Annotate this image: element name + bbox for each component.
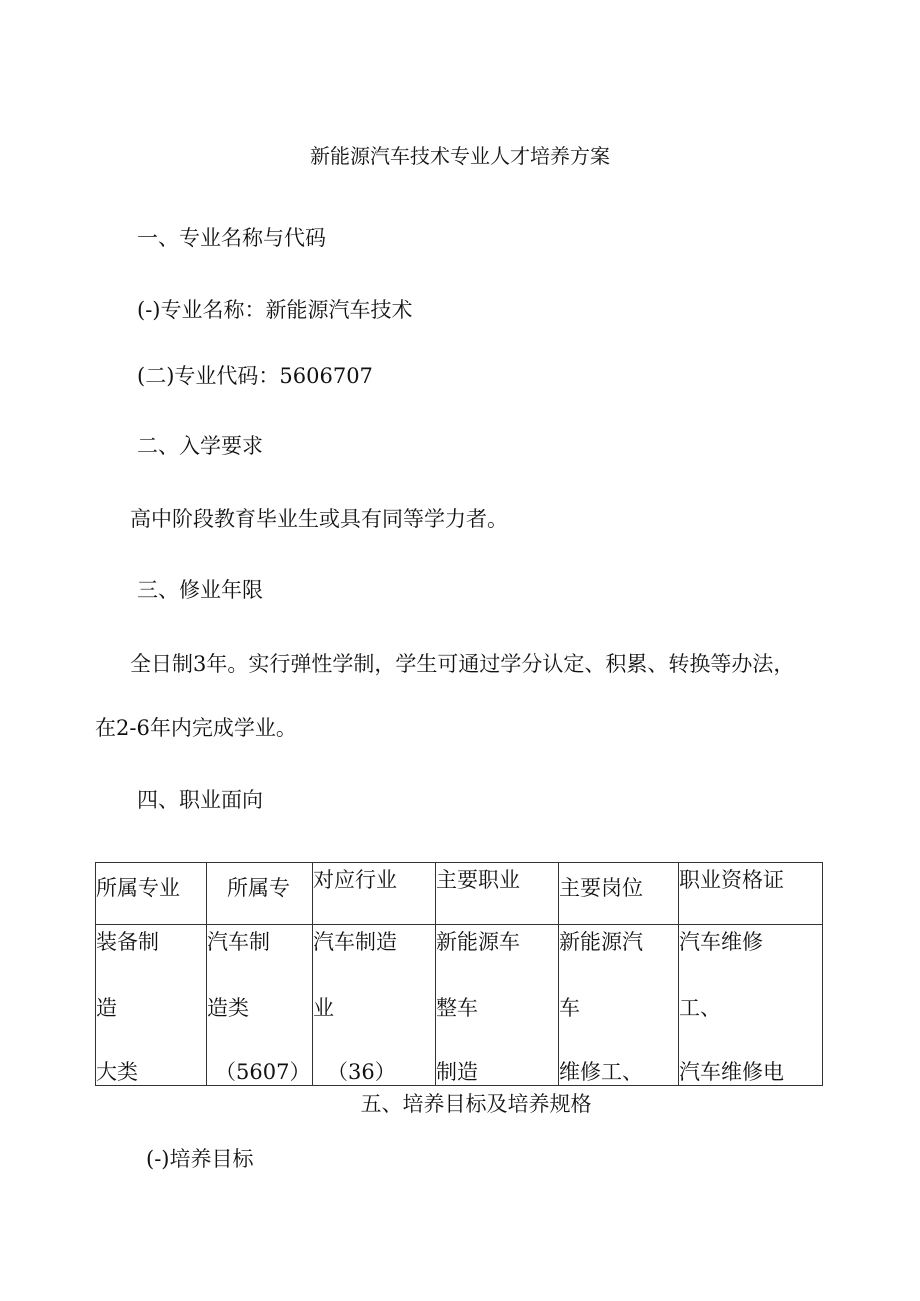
table-cell: 汽车制造 业 （36） (313, 925, 436, 1086)
table-cell: 汽车制 造类 （5607） (207, 925, 313, 1086)
table-cell: 汽车维修 工、 汽车维修电 (679, 925, 823, 1086)
table-cell: 新能源汽 车 维修工、 (559, 925, 679, 1086)
section-1-heading: 一、专业名称与代码 (137, 226, 326, 250)
table-cell: 装备制 造 大类 (96, 925, 207, 1086)
table-header-row (96, 863, 823, 925)
header-cell: 所属专 (207, 863, 313, 925)
training-goal-subheading: (-)培养目标 (146, 1147, 254, 1171)
section-5-heading: 五、培养目标及培养规格 (360, 1092, 592, 1116)
study-length-text-line-1: 全日制3年。实行弹性学制，学生可通过学分认定、积累、转换等办法， (130, 652, 795, 676)
header-cell: 主要职业 (436, 863, 559, 925)
header-cell: 职业资格证 (679, 863, 823, 925)
header-cell: 主要岗位 (559, 863, 679, 925)
document-title: 新能源汽车技术专业人才培养方案 (310, 144, 610, 168)
major-code-line: (二)专业代码：5606707 (137, 364, 373, 388)
major-name-line: (-)专业名称：新能源汽车技术 (137, 298, 413, 322)
career-orientation-table (95, 862, 823, 1086)
study-length-text-line-2: 在2-6年内完成学业。 (95, 716, 297, 740)
section-4-heading: 四、职业面向 (137, 788, 263, 812)
section-2-heading: 二、入学要求 (137, 434, 263, 458)
table-cell: 新能源车 整车 制造 (436, 925, 559, 1086)
section-3-heading: 三、修业年限 (137, 578, 263, 602)
header-cell: 对应行业 (313, 863, 436, 925)
admission-requirement-text: 高中阶段教育毕业生或具有同等学力者。 (130, 507, 508, 531)
table-row (96, 925, 823, 1086)
header-cell: 所属专业 (96, 863, 207, 925)
